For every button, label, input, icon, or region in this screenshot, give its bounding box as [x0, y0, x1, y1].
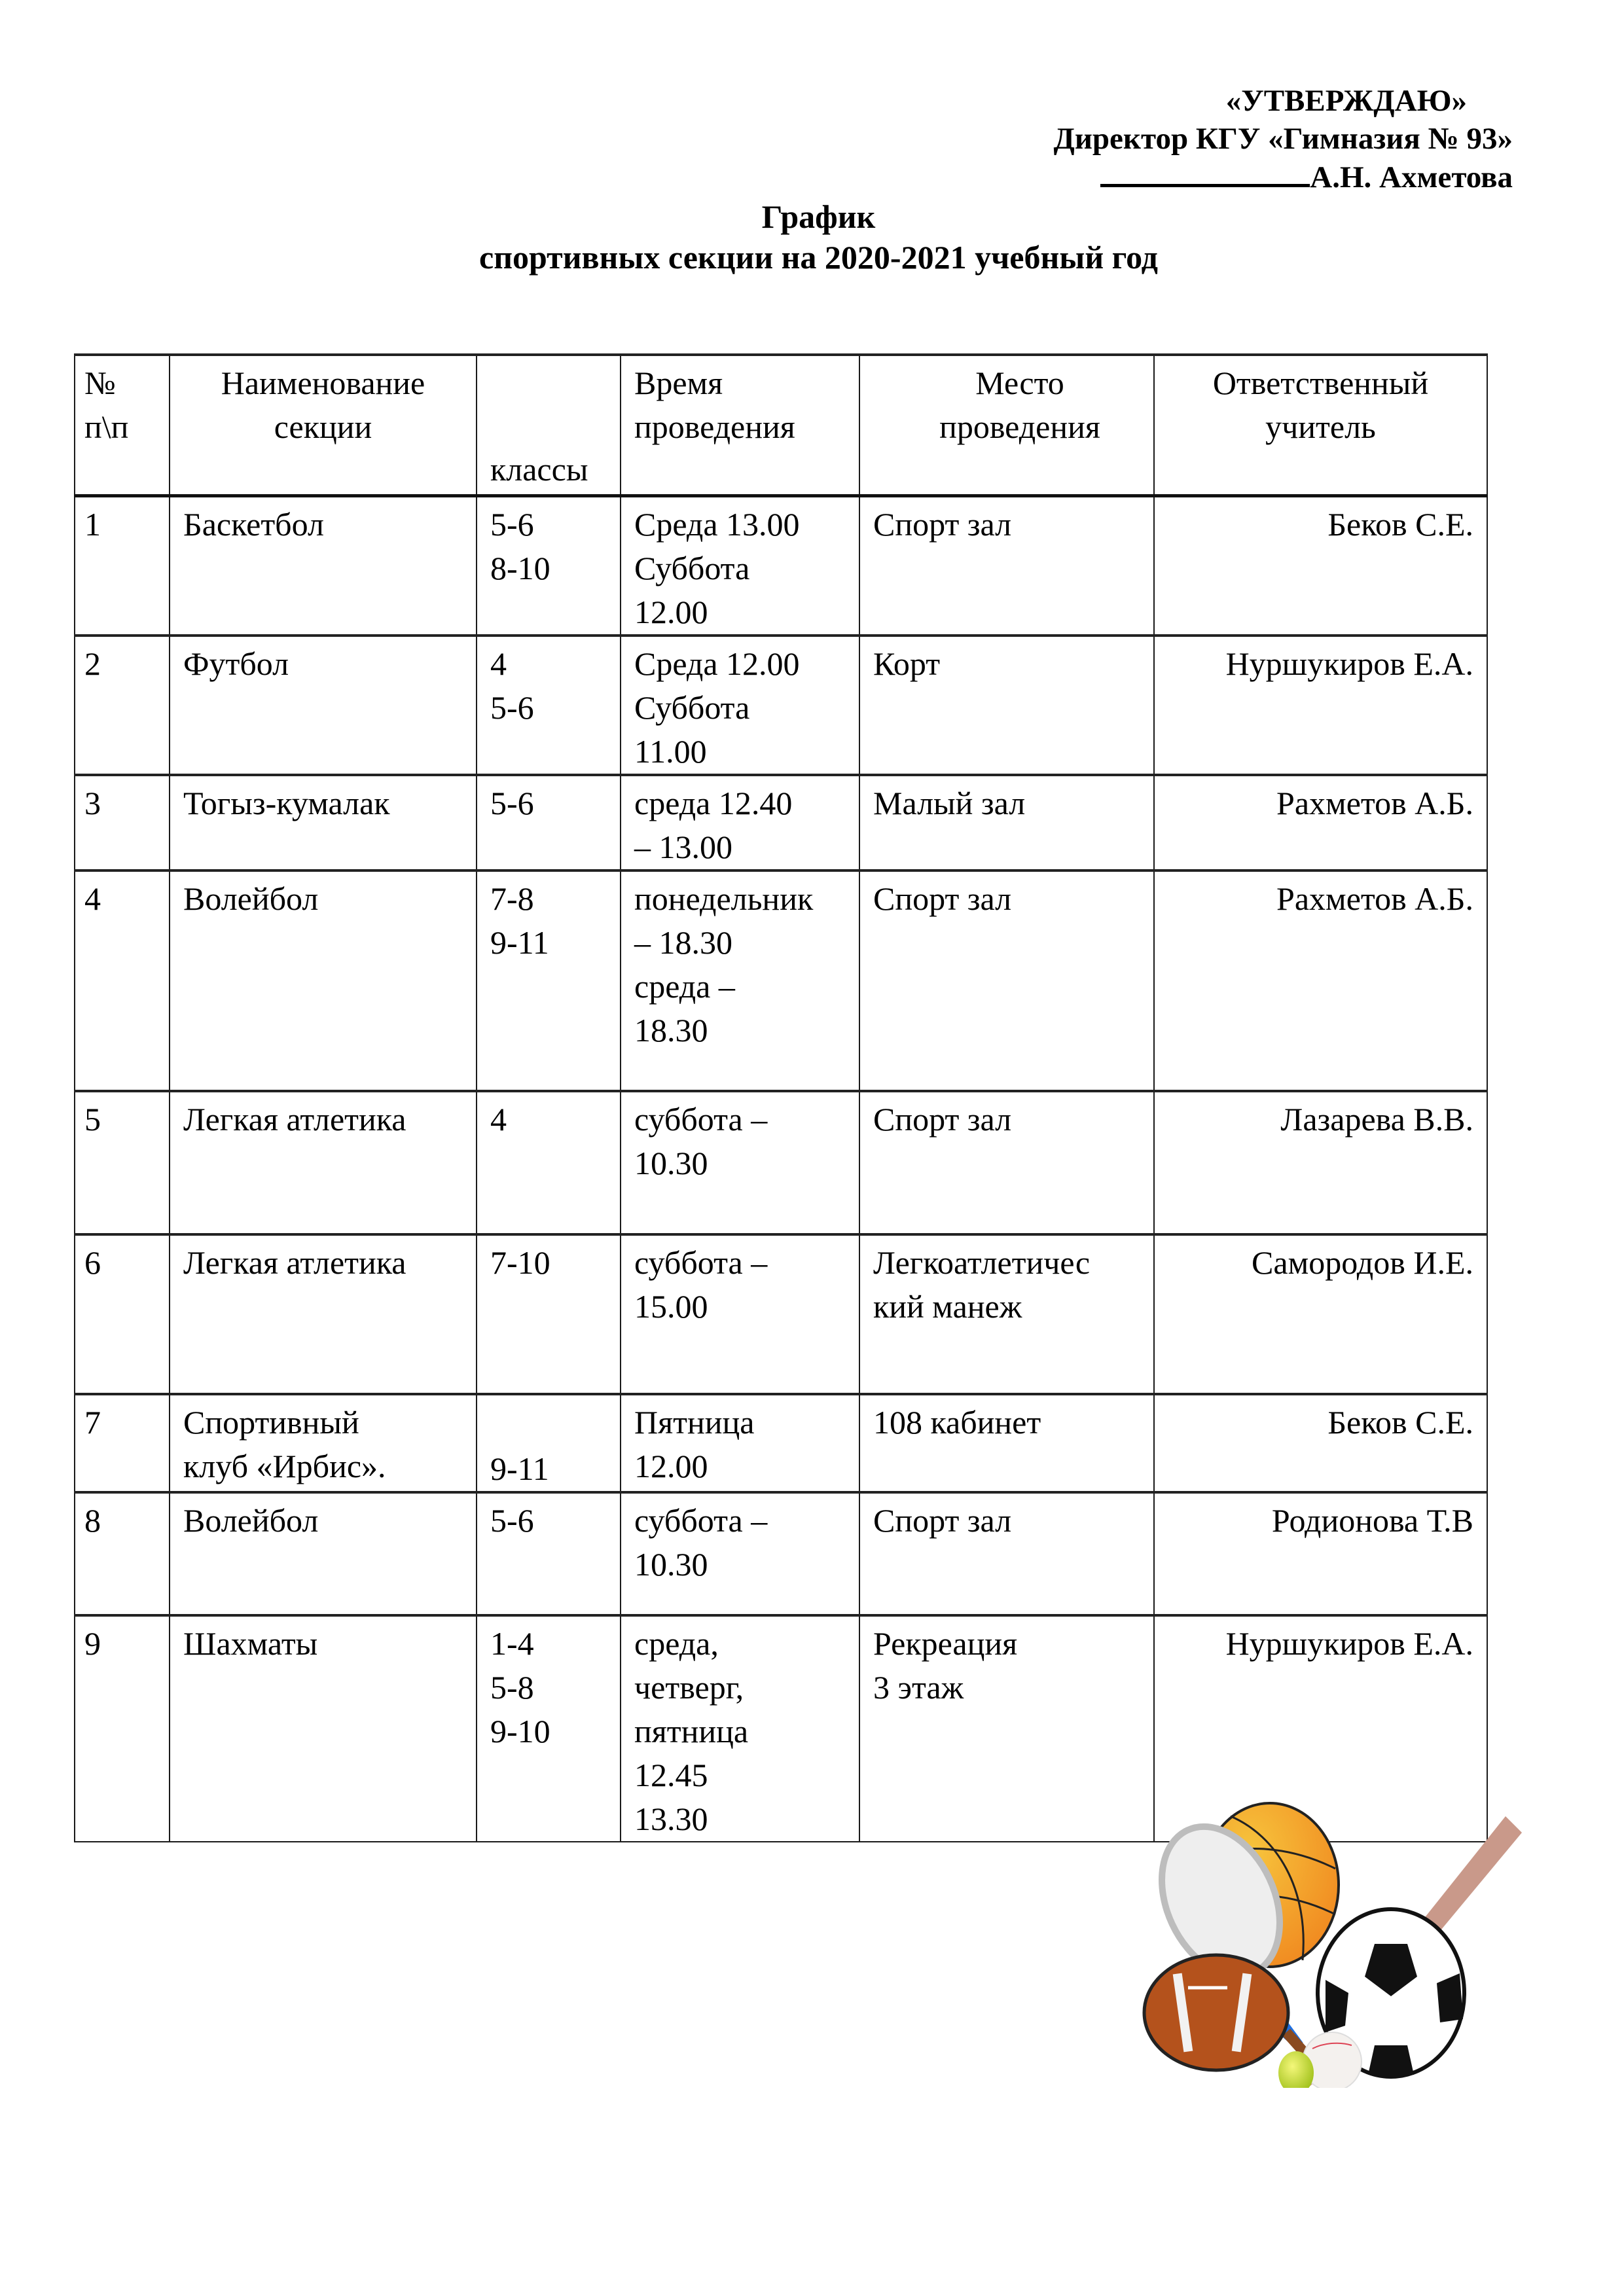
cell-time: Пятница 12.00	[621, 1394, 859, 1492]
cell-grades: 1-4 5-8 9-10	[477, 1615, 621, 1842]
header-grades: классы	[477, 355, 621, 495]
cell-number: 9	[75, 1615, 170, 1842]
table-row	[75, 1492, 1487, 1615]
signature-line	[1100, 158, 1310, 187]
cell-section-name: Спортивный клуб «Ирбис».	[170, 1394, 477, 1492]
cell-section-name: Тогыз-кумалак	[170, 775, 477, 870]
cell-number: 6	[75, 1234, 170, 1394]
table-row	[75, 1234, 1487, 1394]
cell-grades: 5-6	[477, 775, 621, 870]
cell-grades: 7-8 9-11	[477, 870, 621, 1091]
cell-teacher: Нуршукиров Е.А.	[1154, 636, 1487, 775]
header-number: № п\п	[75, 355, 170, 495]
cell-place: Корт	[859, 636, 1154, 775]
sports-equipment-icon	[1139, 1797, 1532, 2088]
cell-grades: 4	[477, 1091, 621, 1234]
cell-place: 108 кабинет	[859, 1394, 1154, 1492]
approval-name: А.Н. Ахметова	[1310, 160, 1513, 194]
header-teacher: Ответственный учитель	[1154, 355, 1487, 495]
cell-teacher: Самородов И.Е.	[1154, 1234, 1487, 1394]
cell-section-name: Баскетбол	[170, 495, 477, 636]
header-section-name: Наименование секции	[170, 355, 477, 495]
header-place: Место проведения	[859, 355, 1154, 495]
cell-time: Среда 12.00 Суббота 11.00	[621, 636, 859, 775]
cell-teacher: Лазарева В.В.	[1154, 1091, 1487, 1234]
approval-signature	[1054, 158, 1513, 196]
cell-number: 5	[75, 1091, 170, 1234]
cell-teacher: Рахметов А.Б.	[1154, 775, 1487, 870]
cell-grades: 7-10	[477, 1234, 621, 1394]
cell-number: 3	[75, 775, 170, 870]
cell-teacher: Нуршукиров Е.А.	[1154, 1615, 1487, 1842]
cell-time: суббота – 10.30	[621, 1091, 859, 1234]
cell-number: 7	[75, 1394, 170, 1492]
cell-number: 2	[75, 636, 170, 775]
title-line-2: спортивных секции на 2020-2021 учебный год	[479, 239, 1158, 276]
table-header-row	[75, 355, 1487, 495]
cell-teacher: Рахметов А.Б.	[1154, 870, 1487, 1091]
table-row	[75, 636, 1487, 775]
cell-place: Спорт зал	[859, 1091, 1154, 1234]
cell-grades: 4 5-6	[477, 636, 621, 775]
cell-section-name: Легкая атлетика	[170, 1091, 477, 1234]
cell-section-name: Волейбол	[170, 1492, 477, 1615]
cell-teacher: Беков С.Е.	[1154, 495, 1487, 636]
cell-section-name: Футбол	[170, 636, 477, 775]
cell-grades: 5-6	[477, 1492, 621, 1615]
cell-place: Малый зал	[859, 775, 1154, 870]
cell-section-name: Шахматы	[170, 1615, 477, 1842]
cell-section-name: Легкая атлетика	[170, 1234, 477, 1394]
cell-time: среда 12.40 – 13.00	[621, 775, 859, 870]
cell-number: 8	[75, 1492, 170, 1615]
cell-place: Спорт зал	[859, 495, 1154, 636]
table-row	[75, 495, 1487, 636]
title-line-1: График	[761, 198, 876, 235]
cell-place: Спорт зал	[859, 1492, 1154, 1615]
approval-heading: «УТВЕРЖДАЮ»	[1225, 84, 1467, 118]
cell-time: Среда 13.00 Суббота 12.00	[621, 495, 859, 636]
document-title	[0, 196, 1624, 278]
cell-section-name: Волейбол	[170, 870, 477, 1091]
cell-place: Спорт зал	[859, 870, 1154, 1091]
cell-time: суббота – 15.00	[621, 1234, 859, 1394]
approval-position: Директор КГУ «Гимназия № 93»	[1053, 122, 1513, 156]
header-time: Время проведения	[621, 355, 859, 495]
cell-time: среда, четверг, пятница 12.45 13.30	[621, 1615, 859, 1842]
sports-illustration	[1139, 1797, 1532, 2088]
schedule-table	[74, 353, 1488, 1842]
cell-teacher: Беков С.Е.	[1154, 1394, 1487, 1492]
cell-number: 1	[75, 495, 170, 636]
cell-time: понедельник – 18.30 среда – 18.30	[621, 870, 859, 1091]
cell-grades: 5-6 8-10	[477, 495, 621, 636]
cell-time: суббота – 10.30	[621, 1492, 859, 1615]
table-row	[75, 1091, 1487, 1234]
approval-block	[1054, 82, 1513, 196]
table-row	[75, 870, 1487, 1091]
table-row	[75, 775, 1487, 870]
table-row	[75, 1394, 1487, 1492]
cell-number: 4	[75, 870, 170, 1091]
cell-place: Легкоатлетичес кий манеж	[859, 1234, 1154, 1394]
cell-teacher: Родионова Т.В	[1154, 1492, 1487, 1615]
american-football-icon	[1144, 1955, 1288, 2070]
cell-place: Рекреация 3 этаж	[859, 1615, 1154, 1842]
cell-grades: 9-11	[477, 1394, 621, 1492]
